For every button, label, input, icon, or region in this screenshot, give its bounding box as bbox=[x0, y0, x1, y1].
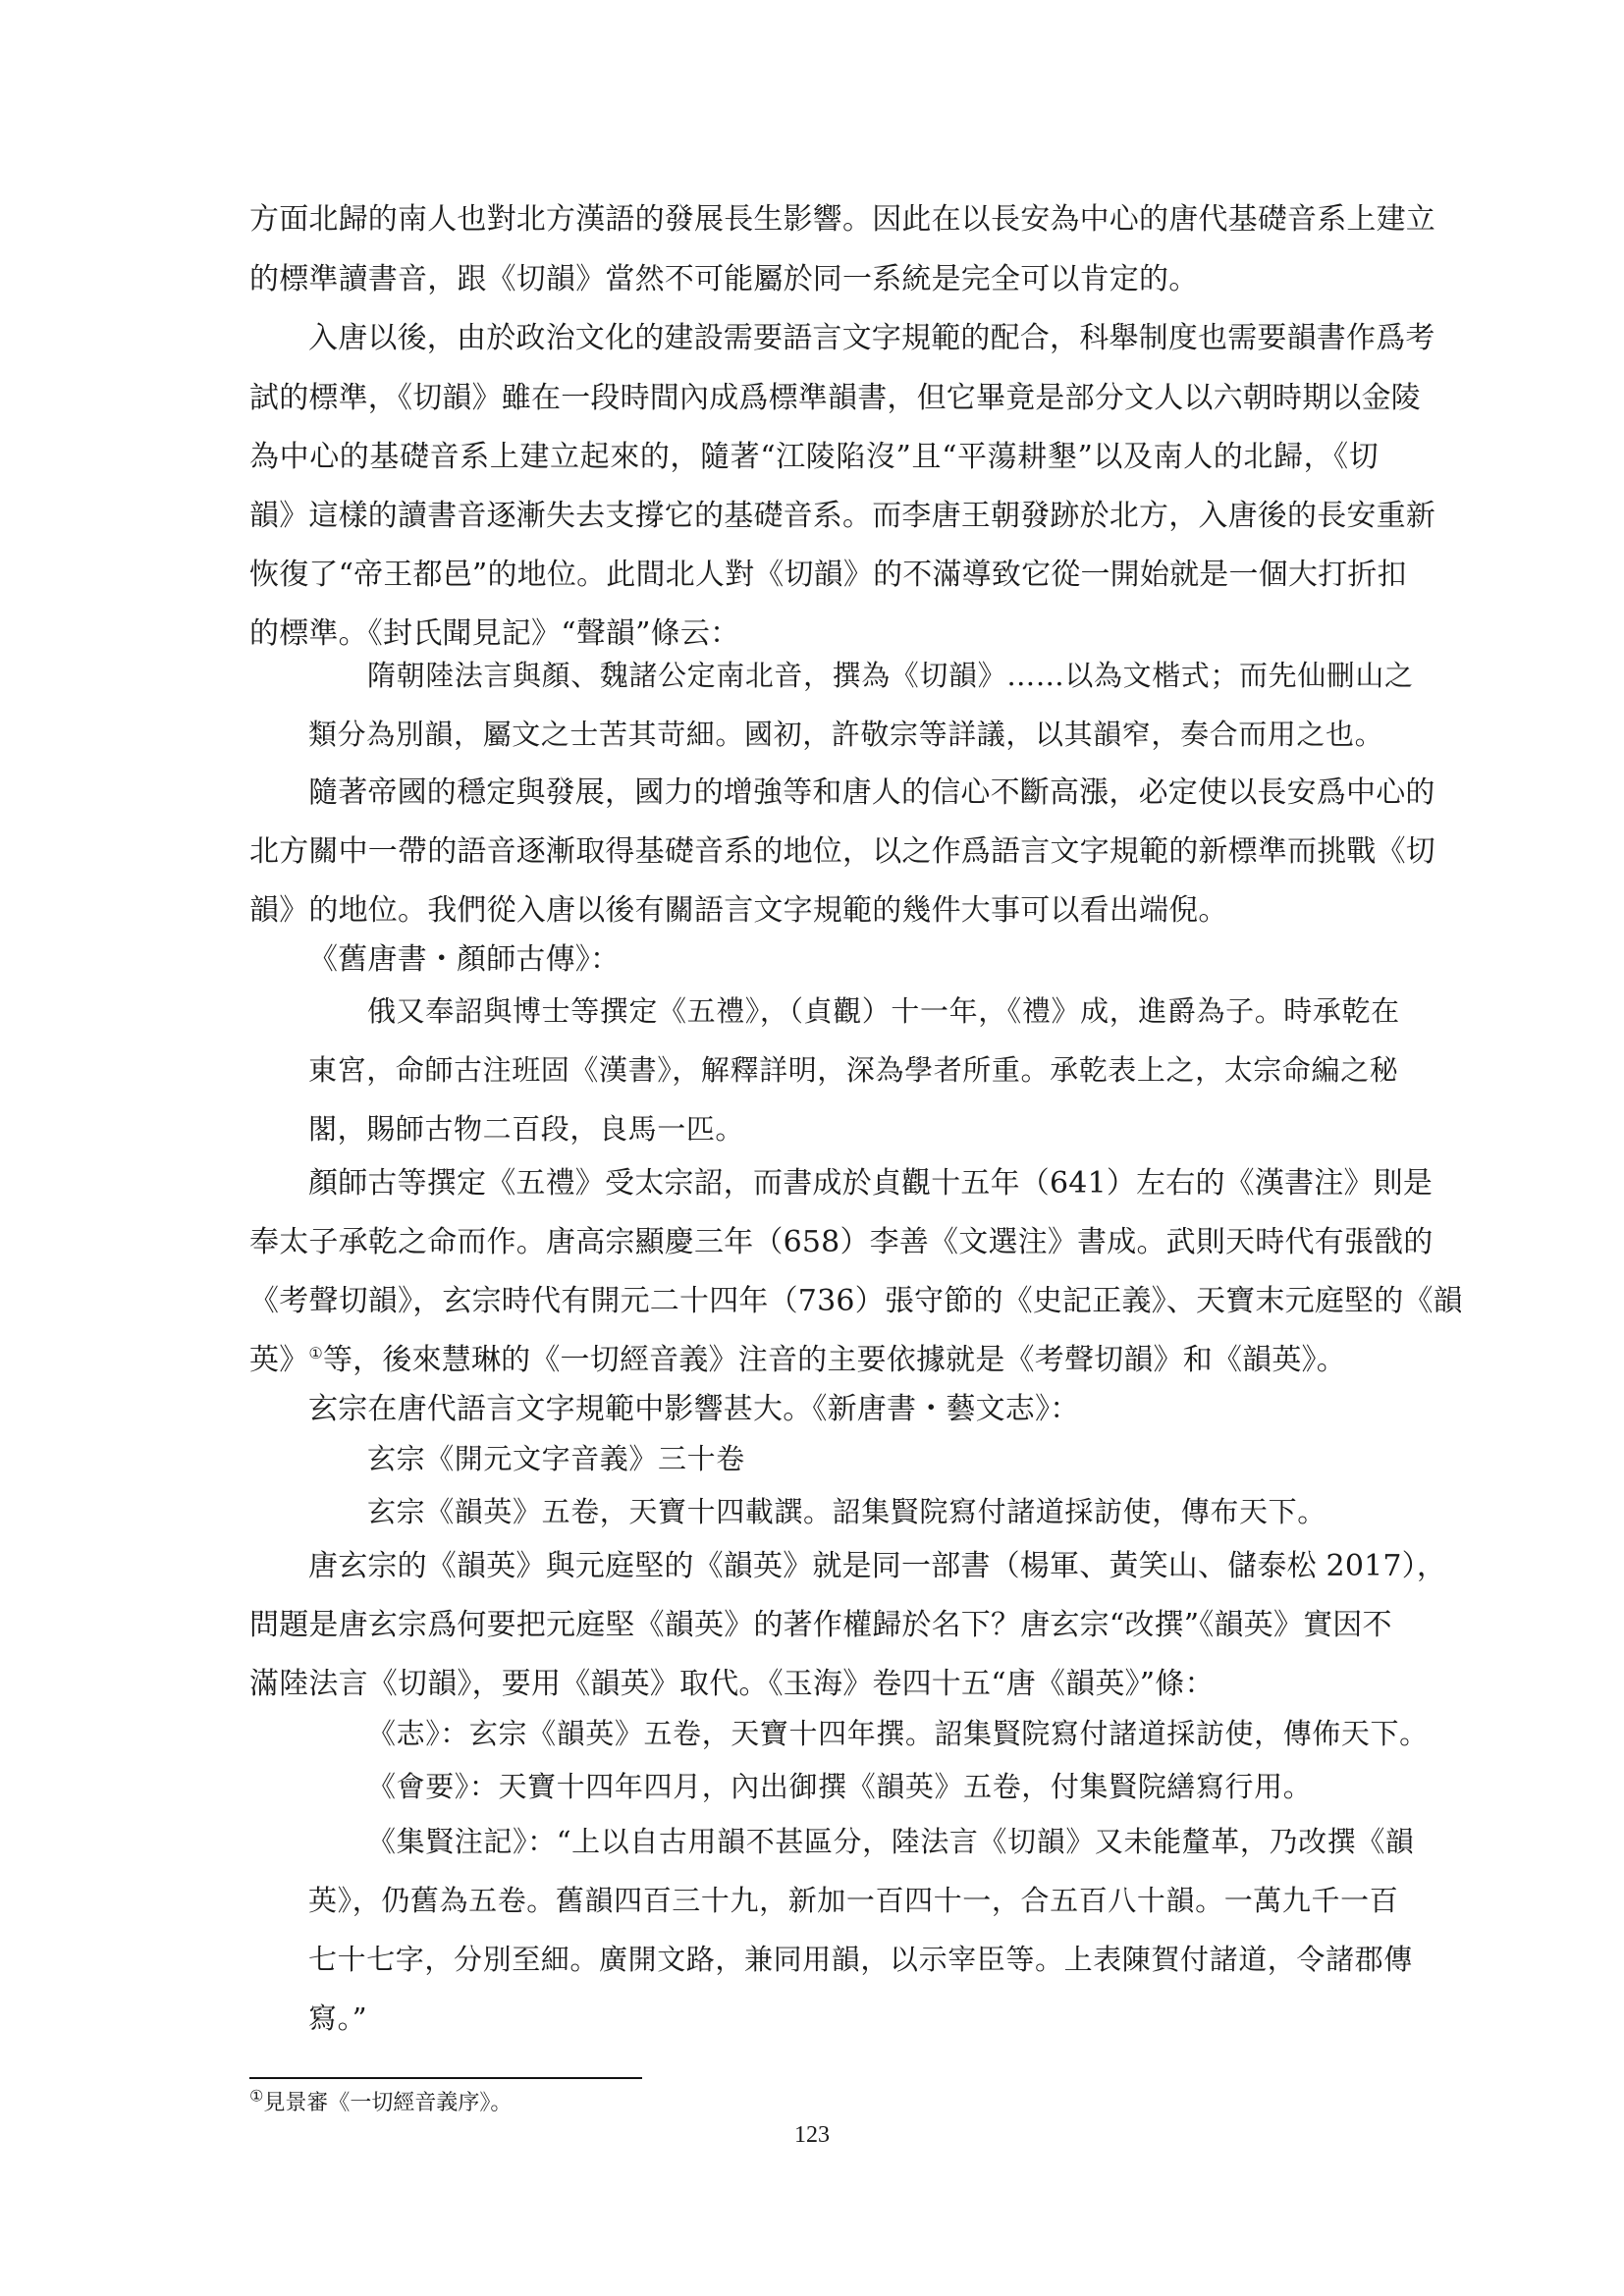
paragraph-start-line: 玄宗在唐代語言文字規範中影響甚大。《新唐書・藝文志》： bbox=[308, 1392, 1080, 1426]
body-line: 試的標準，《切韻》雖在一段時間內成爲標準韻書，但它畢竟是部分文人以六朝時期以金陵 bbox=[249, 381, 1421, 415]
block-quote-line: 玄宗《開元文字音義》三十卷 bbox=[367, 1442, 745, 1475]
block-quote-line: 玄宗《韻英》五卷，天寶十四載譔。詔集賢院寫付諸道採訪使，傳布天下。 bbox=[367, 1495, 1326, 1528]
body-line: 問題是唐玄宗爲何要把元庭堅《韻英》的著作權歸於名下？唐玄宗“改撰”《韻英》實因不 bbox=[249, 1608, 1392, 1642]
block-quote-line: 《集賢注記》：“上以自古用韻不甚區分，陸法言《切韻》又未能釐革，乃改撰《韻 bbox=[367, 1825, 1415, 1858]
footnote-reference[interactable]: ① bbox=[308, 1344, 323, 1362]
footnote-marker: ① bbox=[249, 2086, 264, 2106]
body-line: 奉太子承乾之命而作。唐高宗顯慶三年（658）李善《文選注》書成。武則天時代有張戩的 bbox=[249, 1225, 1434, 1259]
footnote bbox=[249, 2086, 513, 2118]
paragraph-start-line: 入唐以後，由於政治文化的建設需要語言文字規範的配合，科舉制度也需要韻書作爲考 bbox=[308, 321, 1435, 355]
block-quote-line: 英》，仍舊為五卷。舊韻四百三十九，新加一百四十一，合五百八十韻。一萬九千一百 bbox=[308, 1884, 1399, 1917]
block-quote-line: 隋朝陸法言與顏、魏諸公定南北音，撰為《切韻》……以為文楷式；而先仙刪山之 bbox=[367, 659, 1414, 692]
block-quote-line: 寫。” bbox=[308, 2002, 368, 2035]
block-quote-line: 七十七字，分別至細。廣開文路，兼同用韻，以示宰臣等。上表陳賀付諸道，令諸郡傳 bbox=[308, 1943, 1413, 1976]
body-line: 方面北歸的南人也對北方漢語的發展長生影響。因此在以長安為中心的唐代基礎音系上建立 bbox=[249, 202, 1435, 237]
paragraph-start-line: 隨著帝國的穩定與發展，國力的增強等和唐人的信心不斷高漲，必定使以長安爲中心的 bbox=[308, 775, 1435, 810]
body-line: 韻》的地位。我們從入唐以後有關語言文字規範的幾件大事可以看出端倪。 bbox=[249, 893, 1228, 928]
block-quote-line: 類分為別韻，屬文之士苦其苛細。國初，許敬宗等詳議，以其韻窄，奏合而用之也。 bbox=[308, 718, 1384, 751]
body-line: 《考聲切韻》，玄宗時代有開元二十四年（736）張守節的《史記正義》、天寶末元庭堅的《韻 bbox=[249, 1284, 1463, 1318]
body-line: 韻》這樣的讀書音逐漸失去支撐它的基礎音系。而李唐王朝發跡於北方，入唐後的長安重新 bbox=[249, 499, 1435, 533]
block-quote-line: 閣，賜師古物二百段，良馬一匹。 bbox=[308, 1112, 745, 1146]
body-line bbox=[249, 1341, 1379, 1380]
body-line: 的標準讀書音，跟《切韻》當然不可能屬於同一系統是完全可以肯定的。 bbox=[249, 262, 1199, 296]
source-citation: 《舊唐書・顏師古傳》： bbox=[308, 942, 621, 977]
body-text: 英》 bbox=[249, 1343, 309, 1377]
footnote-separator bbox=[249, 2077, 642, 2079]
body-line: 為中心的基礎音系上建立起來的，隨著“江陵陷沒”且“平蕩耕墾”以及南人的北歸，《切 bbox=[249, 440, 1379, 474]
block-quote-line: 《會要》：天寶十四年四月，內出御撰《韻英》五卷，付集賢院繕寫行用。 bbox=[367, 1770, 1313, 1803]
body-line: 恢復了“帝王都邑”的地位。此間北人對《切韻》的不滿導致它從一開始就是一個大打折扣 bbox=[249, 558, 1407, 592]
body-text: 等，後來慧琳的《一切經音義》注音的主要依據就是《考聲切韻》和《韻英》。 bbox=[322, 1343, 1346, 1377]
body-line: 北方關中一帶的語音逐漸取得基礎音系的地位，以之作爲語言文字規範的新標準而挑戰《切 bbox=[249, 834, 1435, 869]
footnote-text: 見景審《一切經音義序》。 bbox=[263, 2091, 513, 2115]
paragraph-start-line: 唐玄宗的《韻英》與元庭堅的《韻英》就是同一部書（楊軍、黃笑山、儲泰松 2017）， bbox=[308, 1549, 1447, 1583]
body-line: 滿陸法言《切韻》，要用《韻英》取代。《玉海》卷四十五“唐《韻英》”條： bbox=[249, 1667, 1215, 1701]
body-line: 的標準。《封氏聞見記》“聲韻”條云： bbox=[249, 616, 740, 651]
block-quote-line: 俄又奉詔與博士等撰定《五禮》，（貞觀）十一年，《禮》成，進爵為子。時承乾在 bbox=[367, 994, 1400, 1028]
block-quote-line: 《志》：玄宗《韻英》五卷，天寶十四年撰。詔集賢院寫付諸道採訪使，傳佈天下。 bbox=[367, 1717, 1429, 1750]
page-number: 123 bbox=[794, 2122, 830, 2148]
block-quote-line: 東宮，命師古注班固《漢書》，解釋詳明，深為學者所重。承乾表上之，太宗命編之秘 bbox=[308, 1053, 1399, 1087]
paragraph-start-line: 顏師古等撰定《五禮》受太宗詔，而書成於貞觀十五年（641）左右的《漢書注》則是 bbox=[308, 1166, 1434, 1201]
